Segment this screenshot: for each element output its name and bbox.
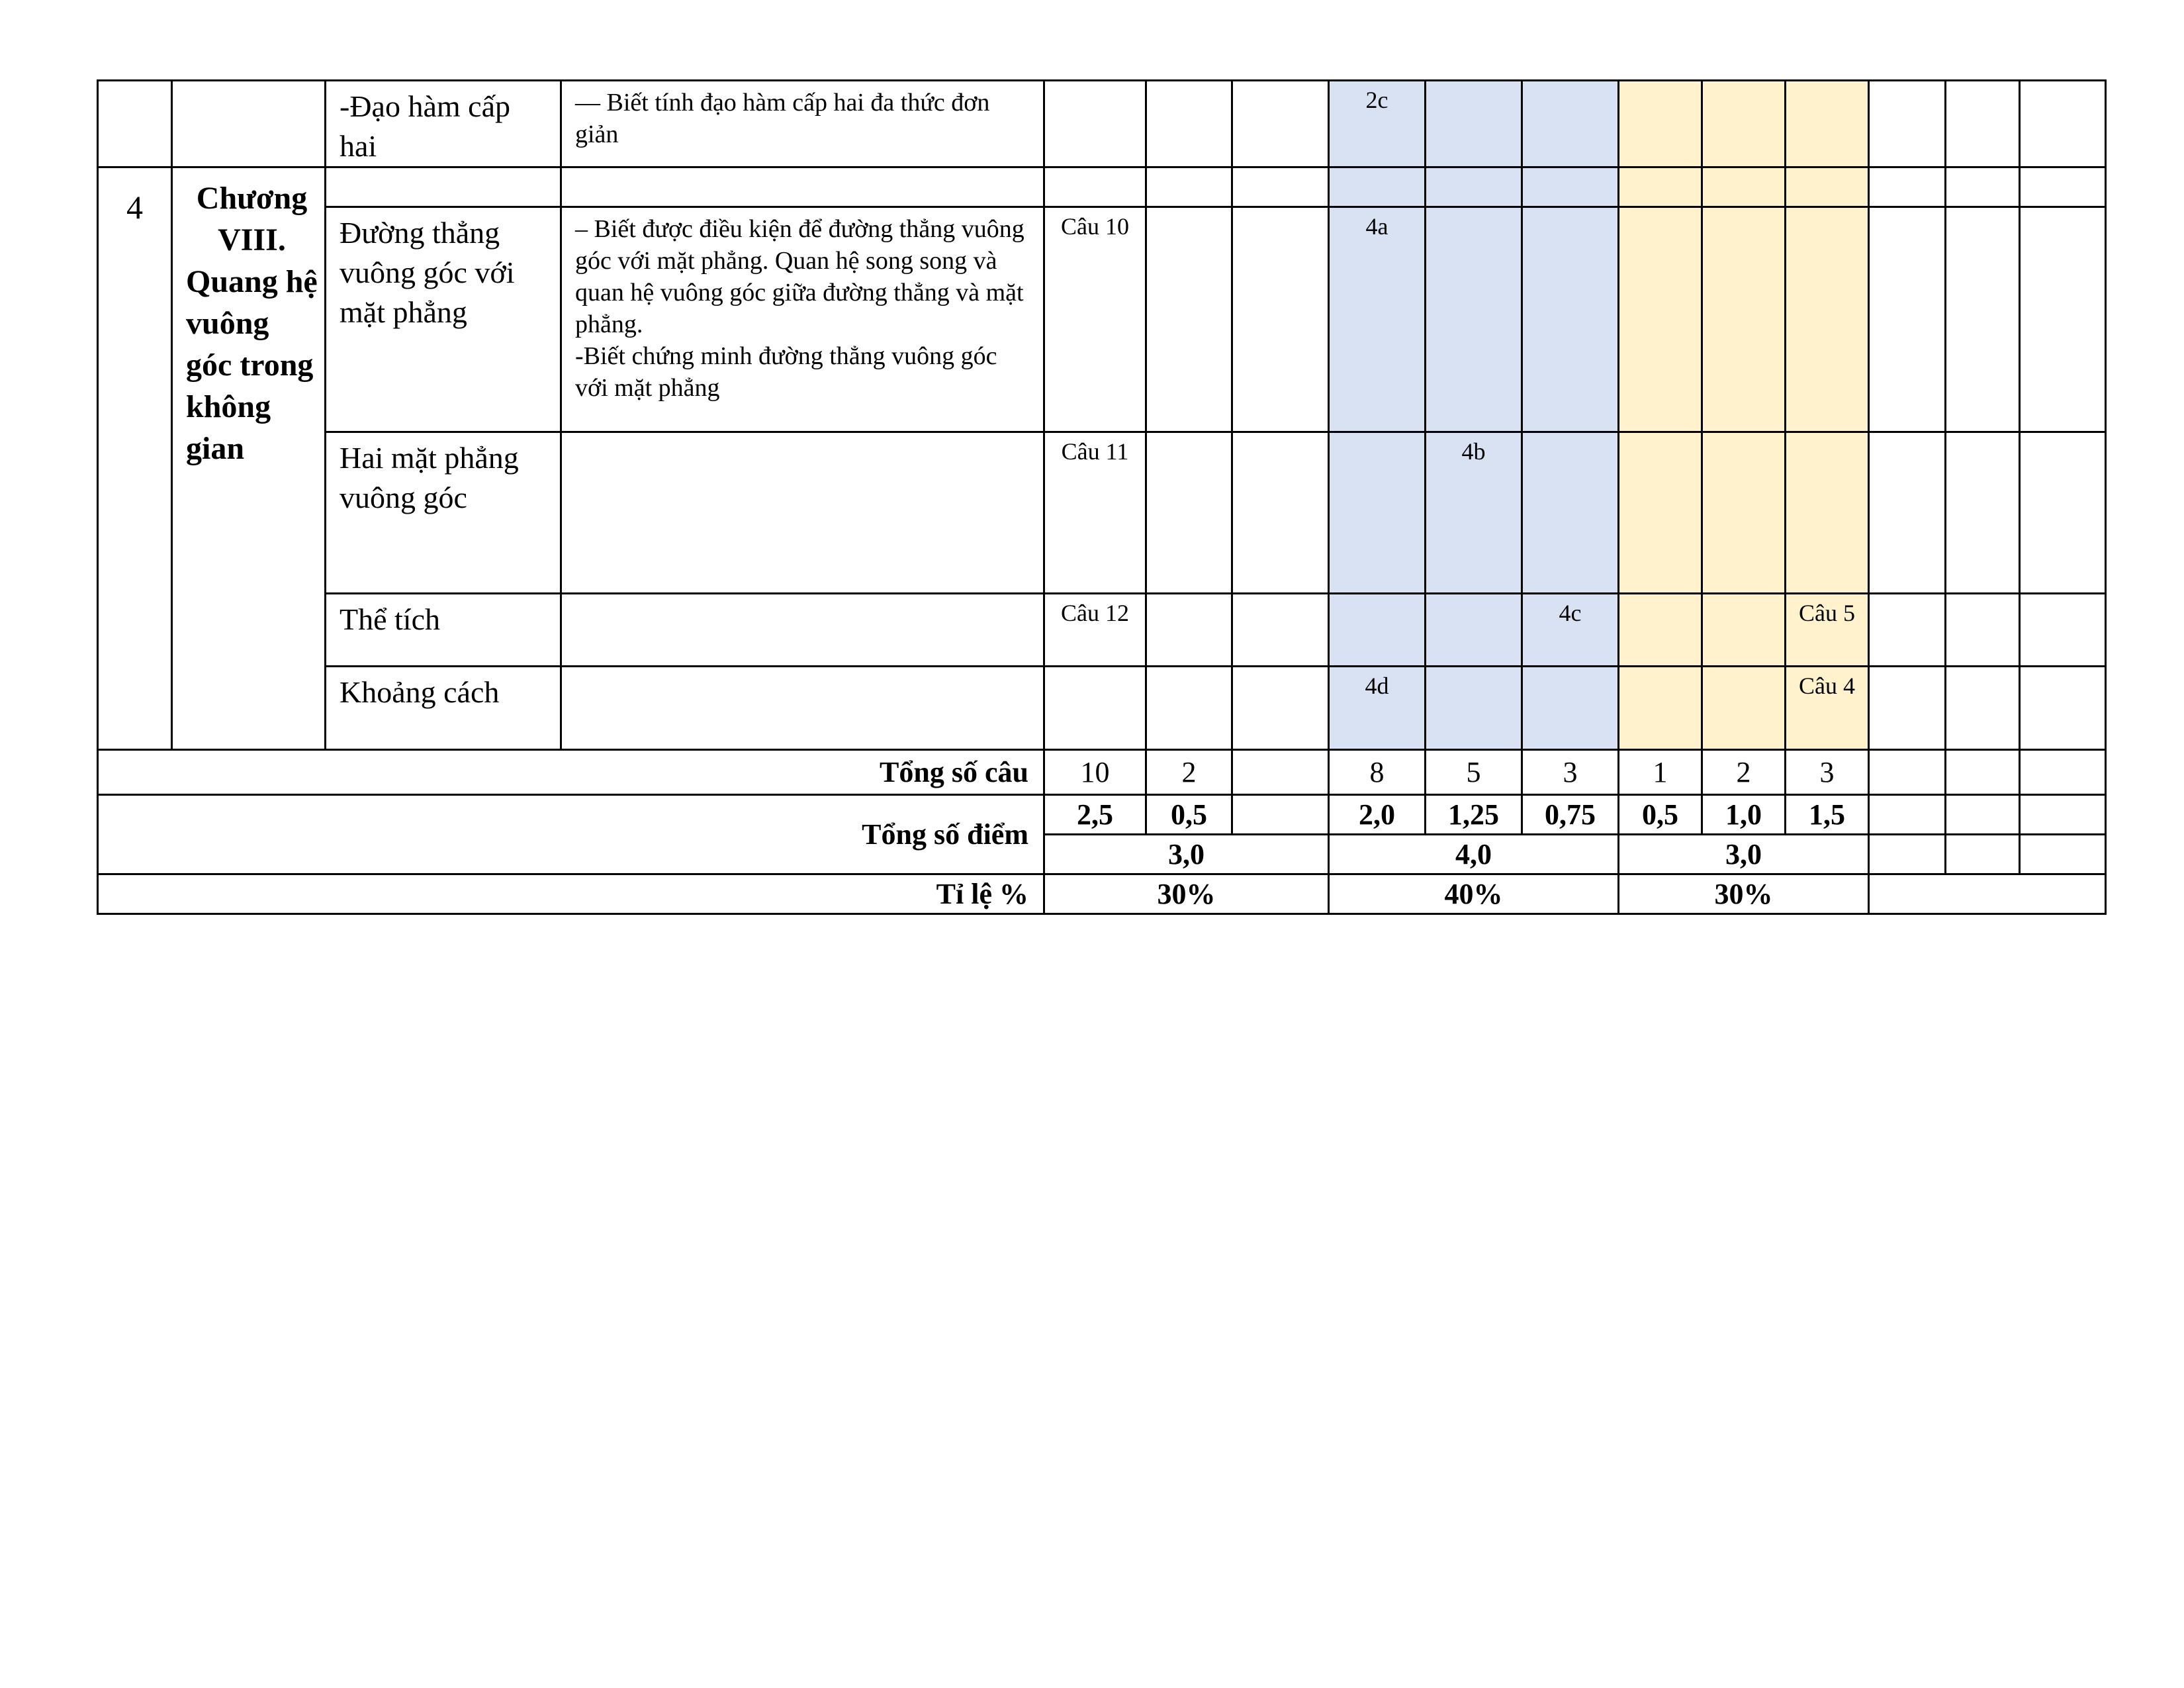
table-row: [98, 594, 2106, 667]
extra-cell: [1946, 81, 2020, 167]
content-cell: Thể tích: [326, 594, 561, 667]
extra-cell: [1946, 167, 2020, 207]
th3-cell: [1522, 432, 1619, 594]
vd1-cell: [1619, 667, 1702, 750]
nb-tl-cell: [1146, 667, 1232, 750]
vd3-cell: [1786, 167, 1869, 207]
nb-tl-cell: [1146, 81, 1232, 167]
total-score-value: 2,0: [1329, 795, 1426, 835]
extra-cell: [1946, 432, 2020, 594]
requirement-cell: [561, 167, 1044, 207]
vd3-cell: Câu 5: [1786, 594, 1869, 667]
th1-cell: [1329, 594, 1426, 667]
vd2-cell: [1702, 667, 1786, 750]
th3-cell: [1522, 167, 1619, 207]
th3-cell: 4c: [1522, 594, 1619, 667]
total-score-value: 0,5: [1619, 795, 1702, 835]
total-count-value: 5: [1426, 750, 1522, 795]
total-count-value: [1232, 750, 1329, 795]
th3-cell: [1522, 207, 1619, 432]
vd1-cell: [1619, 432, 1702, 594]
extra-cell: [1869, 432, 1946, 594]
extra-cell: [2020, 167, 2106, 207]
table-row: [98, 207, 2106, 432]
extra-cell: [2020, 750, 2106, 795]
requirement-cell: [561, 432, 1044, 594]
total-count-value: 1: [1619, 750, 1702, 795]
vd2-cell: [1702, 594, 1786, 667]
group-score-understanding: 4,0: [1329, 835, 1619, 874]
total-score-value: 2,5: [1044, 795, 1146, 835]
total-count-row: [98, 750, 2106, 795]
th2-cell: 4b: [1426, 432, 1522, 594]
nb-tn-cell: Câu 12: [1044, 594, 1146, 667]
table-row: [98, 667, 2106, 750]
extra-cell: [2020, 795, 2106, 835]
total-score-value: 1,5: [1786, 795, 1869, 835]
vd2-cell: [1702, 207, 1786, 432]
chapter-cell: [172, 81, 326, 167]
group-score-application: 3,0: [1619, 835, 1869, 874]
extra-cell: [1869, 750, 1946, 795]
content-cell: [326, 167, 561, 207]
chapter-title-line2: VIII.: [218, 222, 286, 258]
nb-tn-cell: Câu 10: [1044, 207, 1146, 432]
th2-cell: [1426, 81, 1522, 167]
th2-cell: [1426, 207, 1522, 432]
table-row: [98, 432, 2106, 594]
total-score-value: 0,5: [1146, 795, 1232, 835]
nb-extra-cell: [1232, 594, 1329, 667]
th2-cell: [1426, 594, 1522, 667]
extra-cell: [2020, 432, 2106, 594]
total-count-value: 8: [1329, 750, 1426, 795]
chapter-title-line1: Chương: [196, 181, 308, 216]
vd2-cell: [1702, 167, 1786, 207]
extra-cell: [1869, 81, 1946, 167]
extra-cell: [1869, 667, 1946, 750]
extra-cell: [1946, 594, 2020, 667]
extra-cell: [1946, 207, 2020, 432]
total-count-label: Tổng số câu: [98, 750, 1044, 795]
table-row: [98, 167, 2106, 207]
extra-cell: [2020, 207, 2106, 432]
chapter-title-cell: [172, 167, 326, 750]
table-row: [98, 81, 2106, 167]
extra-cell: [1946, 795, 2020, 835]
extra-cell: [2020, 594, 2106, 667]
th3-cell: [1522, 81, 1619, 167]
th1-cell: 4d: [1329, 667, 1426, 750]
nb-tn-cell: [1044, 167, 1146, 207]
extra-cell: [1869, 835, 1946, 874]
nb-tn-cell: [1044, 667, 1146, 750]
total-score-value: [1232, 795, 1329, 835]
th1-cell: 4a: [1329, 207, 1426, 432]
requirement-cell: — Biết tính đạo hàm cấp hai đa thức đơn giản: [561, 81, 1044, 167]
total-count-value: 2: [1702, 750, 1786, 795]
nb-extra-cell: [1232, 432, 1329, 594]
vd3-cell: [1786, 432, 1869, 594]
nb-extra-cell: [1232, 667, 1329, 750]
vd1-cell: [1619, 167, 1702, 207]
requirement-cell: [561, 667, 1044, 750]
ratio-row: [98, 874, 2106, 914]
nb-tn-cell: Câu 11: [1044, 432, 1146, 594]
extra-cell: [1946, 750, 2020, 795]
nb-extra-cell: [1232, 207, 1329, 432]
requirement-cell: [561, 207, 1044, 432]
nb-tl-cell: [1146, 432, 1232, 594]
extra-cell: [1869, 207, 1946, 432]
vd2-cell: [1702, 432, 1786, 594]
vd1-cell: [1619, 81, 1702, 167]
content-cell: -Đạo hàm cấp hai: [326, 81, 561, 167]
vd3-cell: [1786, 207, 1869, 432]
requirement-cell: [561, 594, 1044, 667]
nb-extra-cell: [1232, 81, 1329, 167]
total-score-label: Tổng số điểm: [98, 795, 1044, 874]
nb-tn-cell: [1044, 81, 1146, 167]
th1-cell: [1329, 432, 1426, 594]
chapter-title-rest: Quang hệ vuông góc trong không gian: [186, 264, 318, 466]
extra-cell: [1869, 874, 2106, 914]
extra-cell: [1869, 795, 1946, 835]
total-count-value: 10: [1044, 750, 1146, 795]
ratio-recognition: 30%: [1044, 874, 1329, 914]
total-score-value: 1,0: [1702, 795, 1786, 835]
vd2-cell: [1702, 81, 1786, 167]
ratio-application: 30%: [1619, 874, 1869, 914]
extra-cell: [1946, 835, 2020, 874]
content-cell: Khoảng cách: [326, 667, 561, 750]
ratio-label: Tỉ lệ %: [98, 874, 1044, 914]
nb-tl-cell: [1146, 167, 1232, 207]
vd3-cell: [1786, 81, 1869, 167]
total-count-value: 3: [1522, 750, 1619, 795]
extra-cell: [1869, 594, 1946, 667]
total-count-value: 2: [1146, 750, 1232, 795]
th1-cell: [1329, 167, 1426, 207]
total-score-value: 1,25: [1426, 795, 1522, 835]
vd1-cell: [1619, 594, 1702, 667]
th3-cell: [1522, 667, 1619, 750]
total-score-row: [98, 795, 2106, 835]
th2-cell: [1426, 667, 1522, 750]
nb-extra-cell: [1232, 167, 1329, 207]
total-count-value: 3: [1786, 750, 1869, 795]
stt-cell: 4: [98, 167, 172, 750]
content-cell: Đường thẳng vuông góc với mặt phẳng: [326, 207, 561, 432]
extra-cell: [1946, 667, 2020, 750]
requirement-line: – Biết được điều kiện để đường thẳng vuông góc với mặt phẳng. Quan hệ song song và quan hệ vuông góc giữa đường thẳng và mặt phẳng.: [575, 215, 1024, 338]
extra-cell: [2020, 667, 2106, 750]
stt-cell: [98, 81, 172, 167]
group-score-recognition: 3,0: [1044, 835, 1329, 874]
exam-matrix-table: [97, 79, 2107, 915]
total-score-value: 0,75: [1522, 795, 1619, 835]
vd3-cell: Câu 4: [1786, 667, 1869, 750]
extra-cell: [1869, 167, 1946, 207]
ratio-understanding: 40%: [1329, 874, 1619, 914]
requirement-line: -Biết chứng minh đường thẳng vuông góc với mặt phẳng: [575, 342, 997, 402]
content-cell: Hai mặt phẳng vuông góc: [326, 432, 561, 594]
th1-cell: 2c: [1329, 81, 1426, 167]
nb-tl-cell: [1146, 594, 1232, 667]
th2-cell: [1426, 167, 1522, 207]
extra-cell: [2020, 81, 2106, 167]
nb-tl-cell: [1146, 207, 1232, 432]
extra-cell: [2020, 835, 2106, 874]
vd1-cell: [1619, 207, 1702, 432]
